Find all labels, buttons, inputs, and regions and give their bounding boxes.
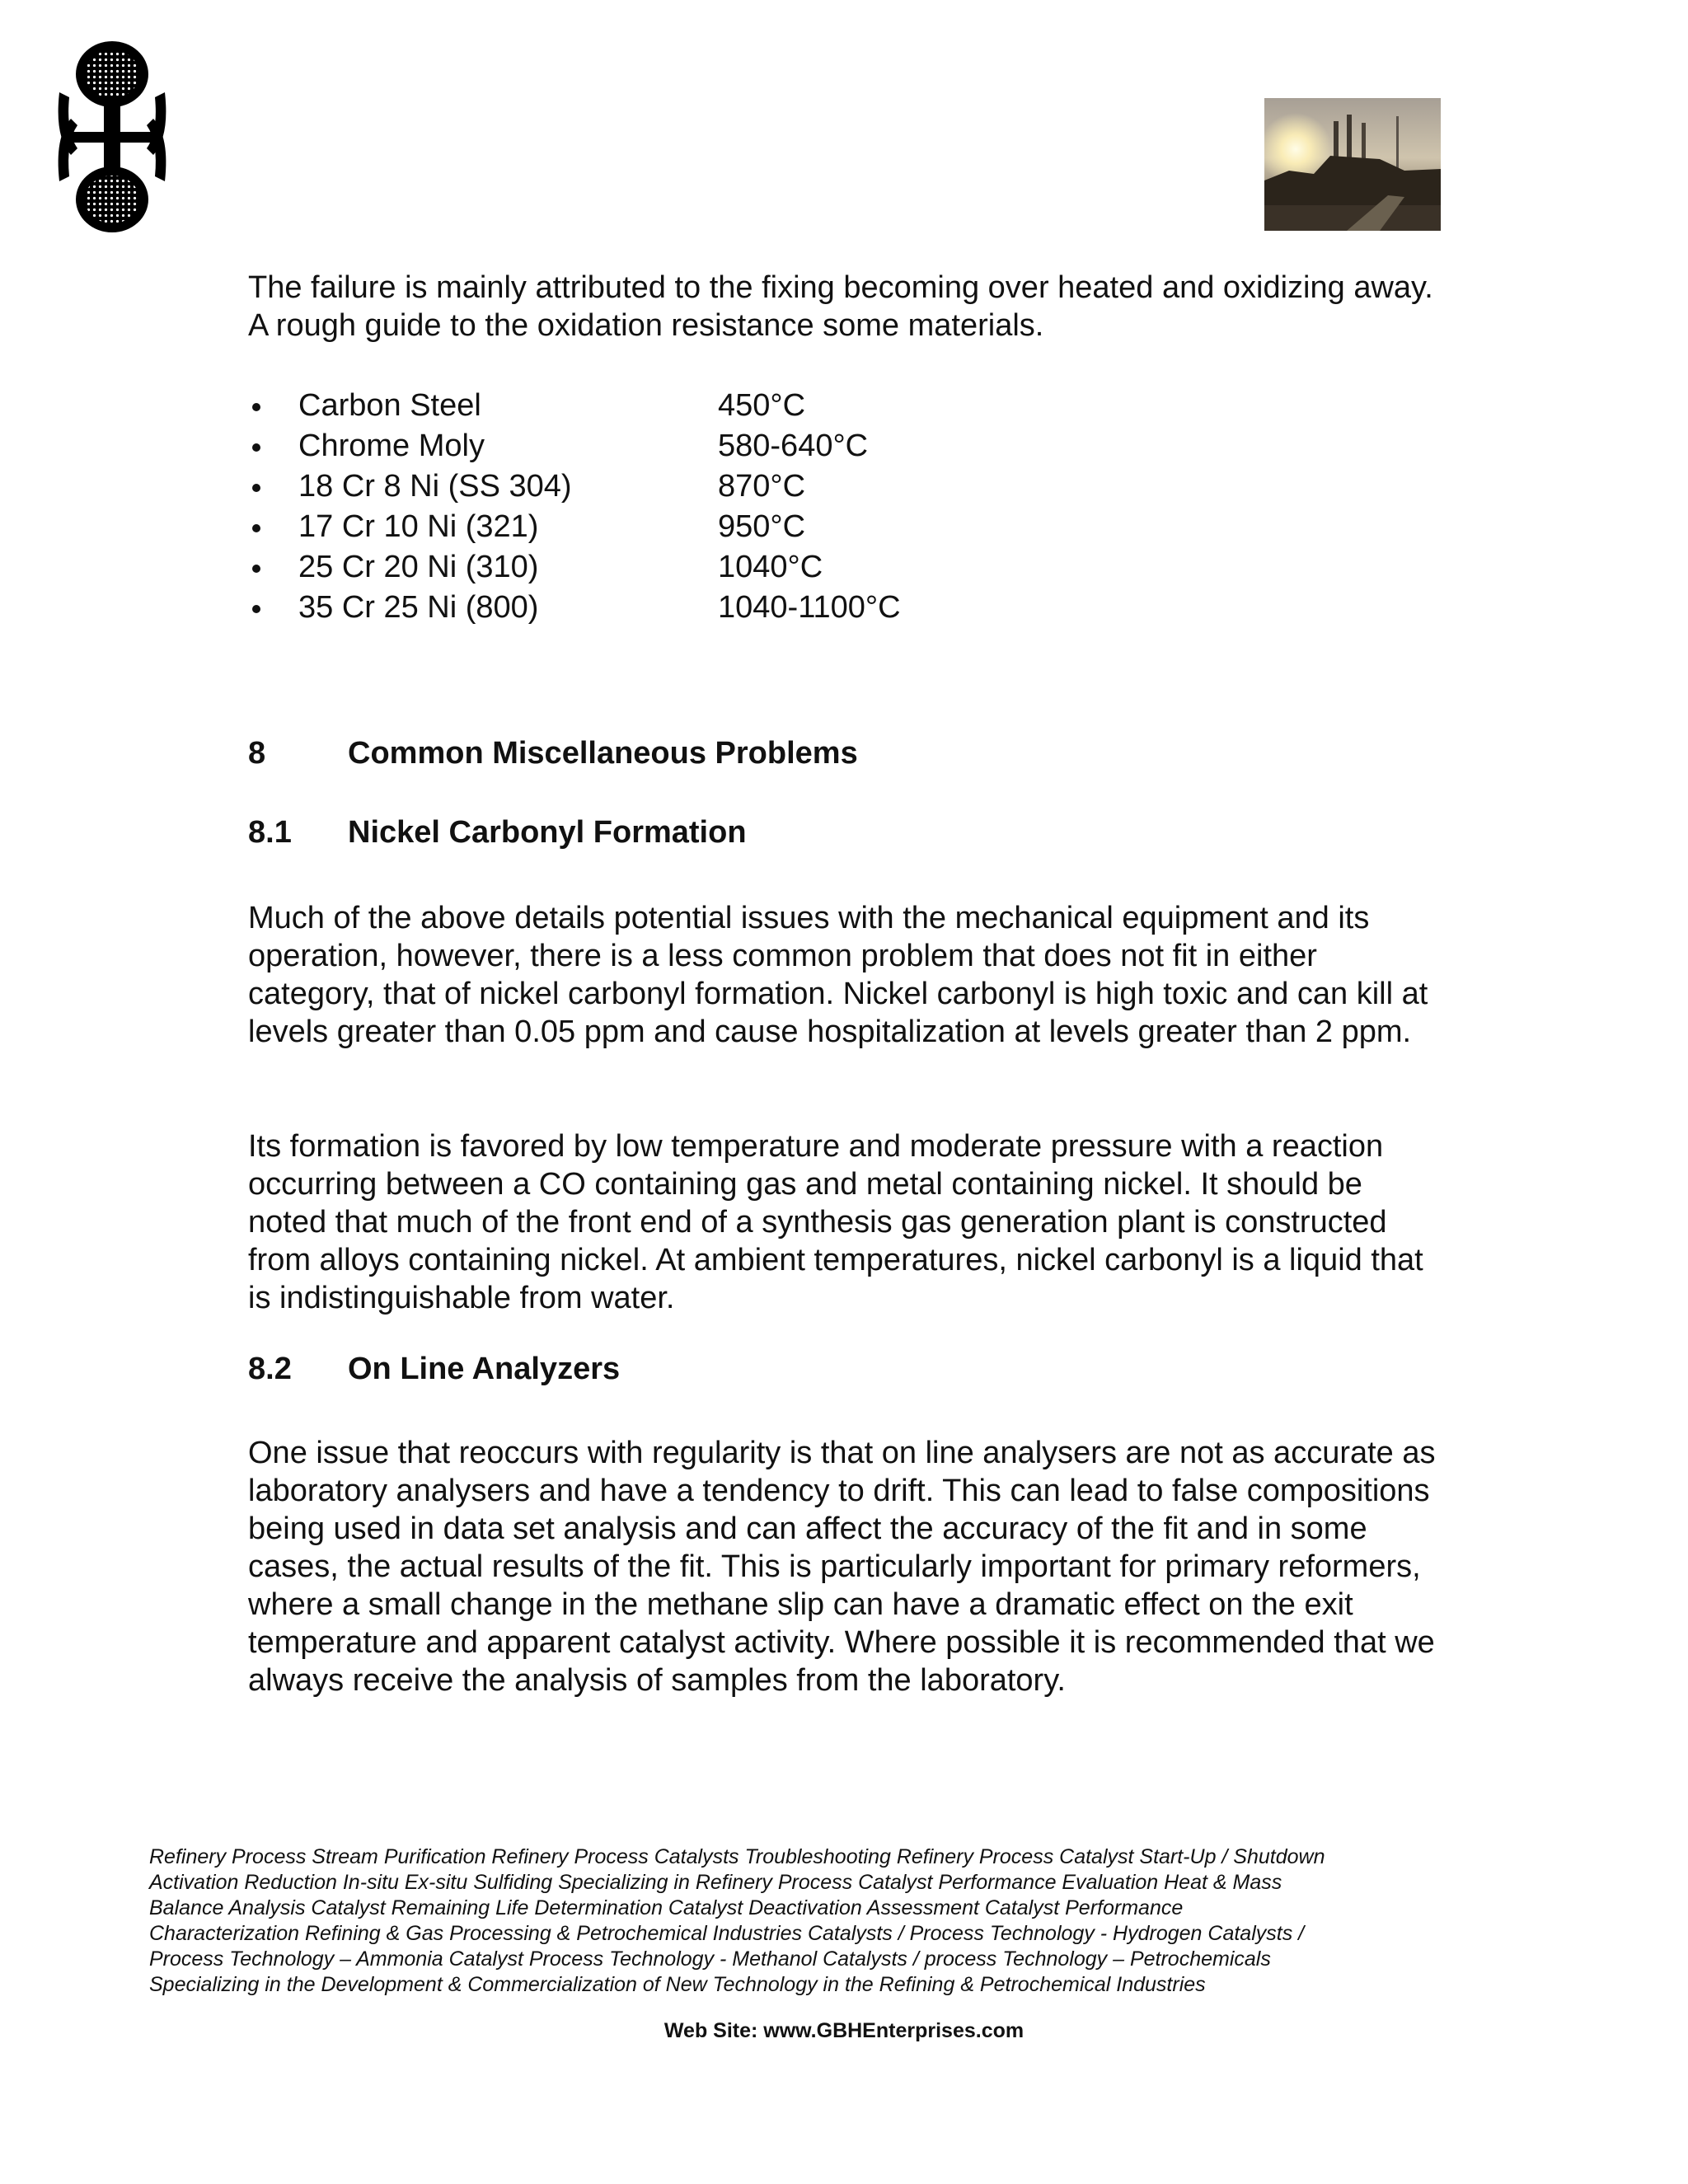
- material-name: 25 Cr 20 Ni (310): [298, 550, 539, 584]
- material-name: 35 Cr 25 Ni (800): [298, 590, 539, 625]
- material-name: Chrome Moly: [298, 429, 485, 463]
- bullet-icon: [252, 443, 260, 452]
- section-title: Nickel Carbonyl Formation: [348, 815, 747, 850]
- nickel-carbonyl-paragraph-1: Much of the above details potential issues with the mechanical equipment and its operation, however, there is a less common problem that does not fit in either category, that of nickel carbonyl formation. Nickel carbonyl is high toxic and can kill at levels greater than 0.05 ppm and cause hospitalization at levels greater than 2 ppm.: [248, 901, 1428, 1049]
- gbh-logo-icon: [51, 40, 173, 234]
- list-item: [248, 466, 1237, 507]
- materials-list: [248, 386, 1237, 628]
- footer-line: Balance Analysis Catalyst Remaining Life Determination Catalyst Deactivation Assessment Catalyst Performance: [149, 1896, 1184, 1919]
- material-temp: 1040-1100°C: [718, 590, 901, 625]
- refinery-photo: [1264, 98, 1441, 231]
- footer-line: Process Technology – Ammonia Catalyst Process Technology - Methanol Catalysts / process Technology – Petrochemicals: [149, 1947, 1271, 1971]
- list-item: [248, 547, 1237, 588]
- section-title: On Line Analyzers: [348, 1352, 621, 1386]
- material-name: 18 Cr 8 Ni (SS 304): [298, 469, 572, 504]
- bullet-icon: [252, 565, 260, 573]
- material-temp: 950°C: [718, 509, 806, 544]
- list-item: [248, 507, 1237, 547]
- footer-line: Characterization Refining & Gas Processing & Petrochemical Industries Catalysts / Process Technology - Hydrogen Catalysts /: [149, 1922, 1305, 1945]
- material-name: Carbon Steel: [298, 388, 481, 423]
- website-link[interactable]: Web Site: www.GBHEnterprises.com: [663, 2019, 1025, 2042]
- footer-services-text: [149, 1844, 1451, 1998]
- section-number: 8.1: [248, 815, 292, 850]
- bullet-icon: [252, 484, 260, 492]
- list-item: [248, 588, 1237, 628]
- bullet-icon: [252, 403, 260, 411]
- section-number: 8.2: [248, 1352, 292, 1386]
- bullet-icon: [252, 524, 260, 532]
- section-number: 8: [248, 736, 266, 771]
- footer-line: Specializing in the Development & Commercialization of New Technology in the Refining & Petrochemical Industries: [149, 1973, 1206, 1996]
- list-item: [248, 426, 1237, 466]
- nickel-carbonyl-paragraph-2: Its formation is favored by low temperature and moderate pressure with a reaction occurring between a CO containing gas and metal containing nickel. It should be noted that much of the front end of a synthesis gas generation plant is constructed from alloys containing nickel. At ambient temperatures, nickel carbonyl is a liquid that is indistinguishable from water.: [248, 1129, 1423, 1315]
- material-temp: 870°C: [718, 469, 806, 504]
- bullet-icon: [252, 605, 260, 613]
- list-item: [248, 386, 1237, 426]
- footer-line: Refinery Process Stream Purification Refinery Process Catalysts Troubleshooting Refinery Process Catalyst Start-Up / Shutdown: [149, 1845, 1325, 1868]
- section-title: Common Miscellaneous Problems: [348, 736, 858, 771]
- material-name: 17 Cr 10 Ni (321): [298, 509, 539, 544]
- intro-paragraph: The failure is mainly attributed to the fixing becoming over heated and oxidizing away. A rough guide to the oxidation resistance some materials.: [248, 270, 1433, 343]
- analyzers-paragraph: One issue that reoccurs with regularity is that on line analysers are not as accurate as laboratory analysers and have a tendency to drift. This can lead to false compositions being used in data set analysis and can affect the accuracy of the fit and in some cases, the actual results of the fit. This is particularly important for primary reformers, where a small change in the methane slip can have a dramatic effect on the exit temperature and apparent catalyst activity. Where possible it is recommended that we always receive the analysis of samples from the laboratory.: [248, 1436, 1436, 1698]
- footer-line: Activation Reduction In-situ Ex-situ Sulfiding Specializing in Refinery Process Catalyst Performance Evaluation Heat & Mass: [149, 1871, 1282, 1894]
- material-temp: 580-640°C: [718, 429, 869, 463]
- material-temp: 450°C: [718, 388, 806, 423]
- material-temp: 1040°C: [718, 550, 823, 584]
